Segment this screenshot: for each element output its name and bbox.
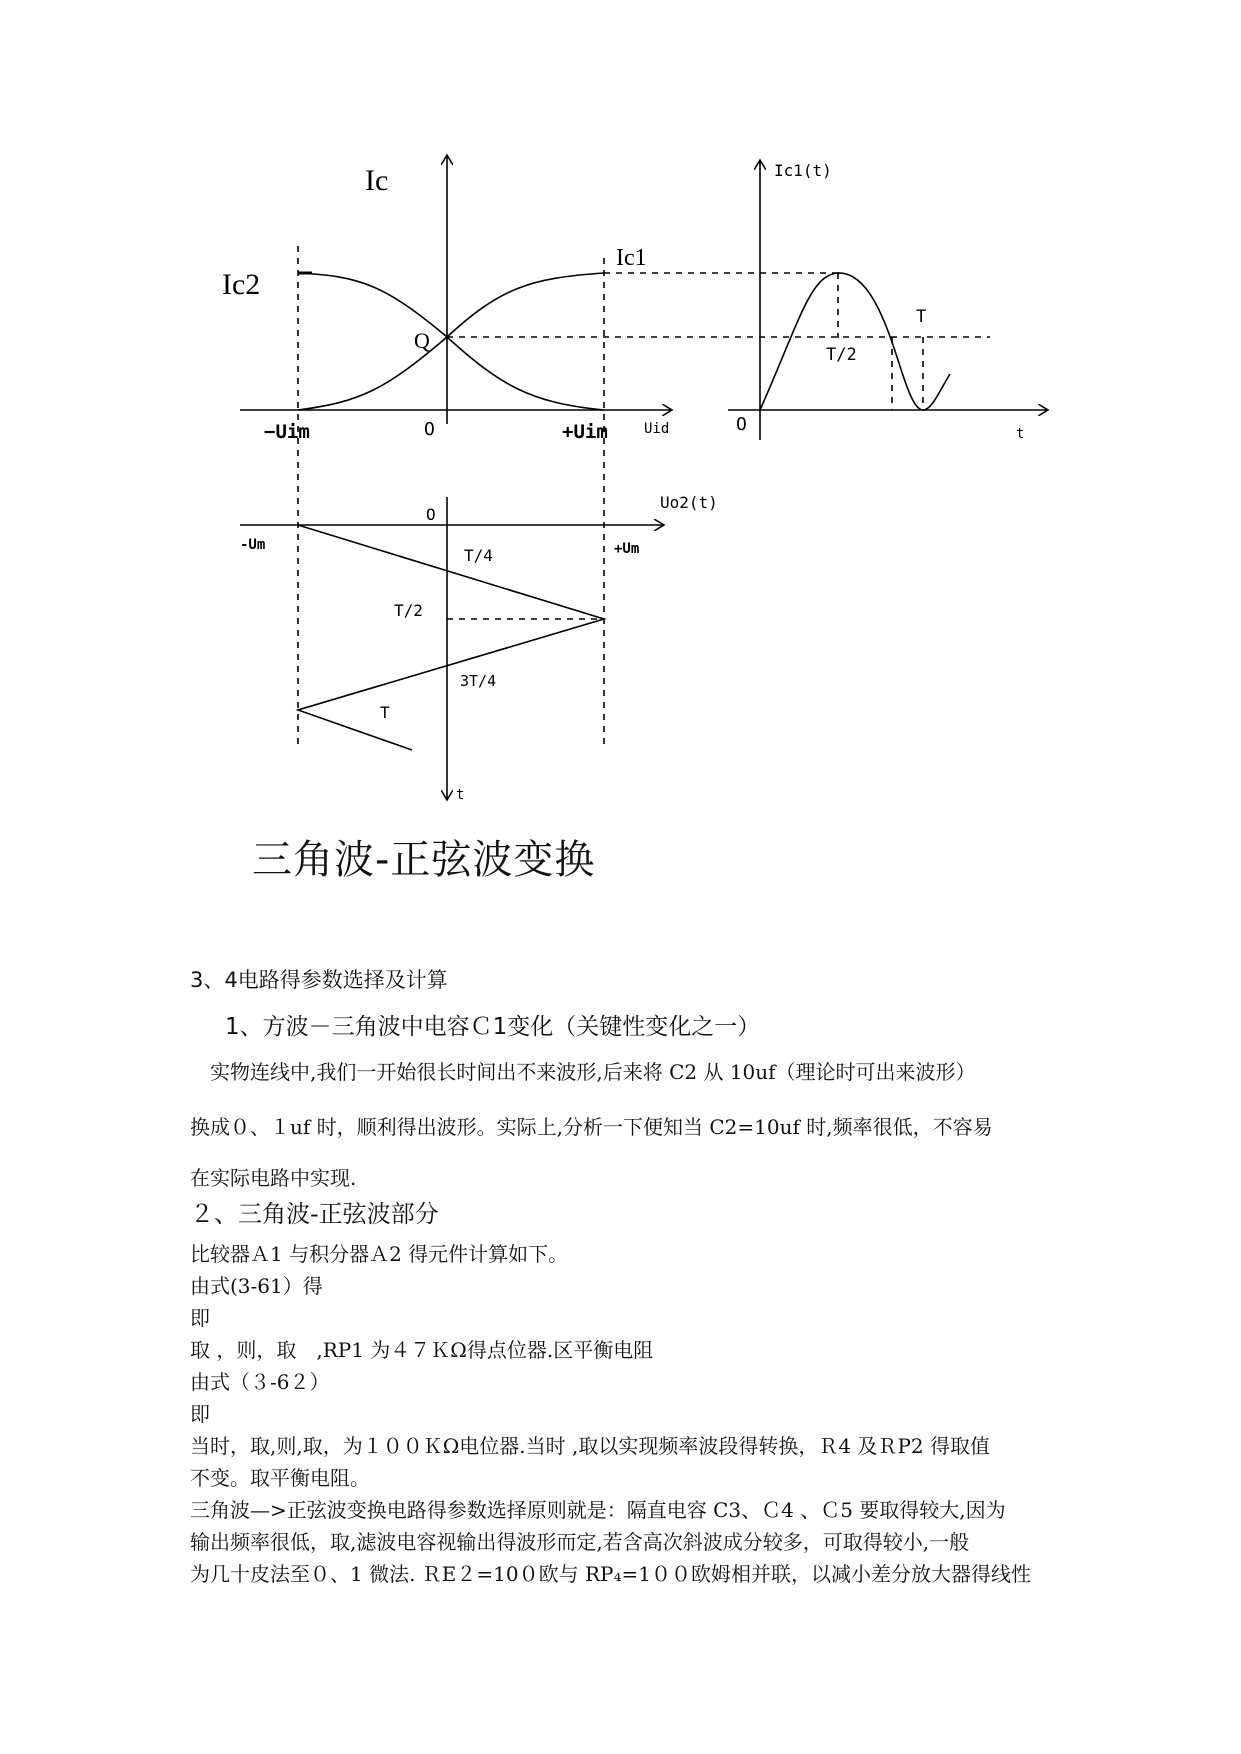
bottom-period-label: T	[380, 703, 390, 722]
right-y-label: Ic1(t)	[774, 161, 832, 180]
text-line: 即	[190, 1402, 210, 1426]
paragraph-line: 换成０、１uf 时，顺利得出波形。实际上,分析一下便知当 C2=10uf 时,频率很低，不容易	[190, 1115, 993, 1139]
paragraph-line: 实物连线中,我们一开始很长时间出不来波形,后来将 C2 从 10uf（理论时可出来波形）	[190, 1060, 976, 1084]
text-line: 比较器Ａ1 与积分器Ａ2 得元件计算如下。	[190, 1242, 569, 1266]
text-line: 当时，取,则,取，为１００ＫΩ电位器.当时 ,取以实现频率波段得转换，Ｒ4 及ＲP2 得取值	[190, 1434, 990, 1458]
text-line: 为几十皮法至０、1 微法. ＲE２=10０欧与 RP₄=1００欧姆相并联，以减小差分放大器得线性	[190, 1562, 1031, 1586]
text-line: 取 ，则，取 ,RP1 为４７ＫΩ得点位器.区平衡电阻	[190, 1338, 654, 1362]
neg-um-label: -Um	[240, 537, 266, 553]
left-x-label: Uid	[644, 421, 670, 437]
triangle-wave	[298, 525, 604, 750]
text-line: 三角波—>正弦波变换电路得参数选择原则就是：隔直电容 C3、Ｃ4 、Ｃ5 要取得较大,因为	[190, 1498, 1006, 1522]
bottom-t-label: t	[456, 787, 465, 803]
section-heading: 3、4电路得参数选择及计算	[190, 968, 448, 992]
three-quarter-label: 3T/4	[460, 672, 497, 690]
left-origin-label: O	[424, 419, 435, 440]
waveform-figure	[0, 0, 1241, 830]
right-origin-label: O	[736, 414, 747, 435]
text-line: 由式(3-61）得	[190, 1274, 323, 1298]
ic1-label: Ic1	[616, 245, 647, 271]
text-line: 即	[190, 1306, 210, 1330]
ic1-time-curve	[760, 273, 950, 410]
ic1-time-graph	[728, 160, 1048, 440]
ic2-curve	[298, 273, 604, 410]
text-line: 不变。取平衡电阻。	[190, 1466, 370, 1490]
bottom-origin-label: O	[426, 505, 436, 524]
text-line: 由式（３-6２）	[190, 1370, 330, 1394]
period-label: T	[916, 307, 927, 327]
bottom-x-label: Uo2(t)	[660, 493, 718, 512]
triangle-wave-graph	[240, 497, 664, 800]
right-x-label: t	[1016, 426, 1025, 442]
half-period-label: T/2	[826, 345, 857, 365]
half-label: T/2	[394, 601, 423, 620]
sub-heading: 1、方波－三角波中电容Ｃ1变化（关键性变化之一）	[225, 1014, 761, 1040]
section2-heading: ２、三角波-正弦波部分	[190, 1200, 439, 1228]
pos-uim-label: +Uim	[562, 421, 608, 443]
text-line: 输出频率很低，取,滤波电容视输出得波形而定,若含高次斜波成分较多，可取得较小,一般	[190, 1530, 970, 1554]
q-label: Q	[414, 328, 430, 353]
ic2-label: Ic2	[222, 268, 261, 301]
transfer-characteristic-graph	[240, 155, 990, 750]
quarter-label: T/4	[464, 546, 493, 565]
pos-um-label: +Um	[614, 541, 640, 557]
left-y-label: Ic	[365, 164, 389, 197]
figure-caption: 三角波-正弦波变换	[252, 837, 596, 883]
neg-uim-label: −Uim	[264, 421, 310, 443]
paragraph-line: 在实际电路中实现.	[190, 1166, 357, 1190]
